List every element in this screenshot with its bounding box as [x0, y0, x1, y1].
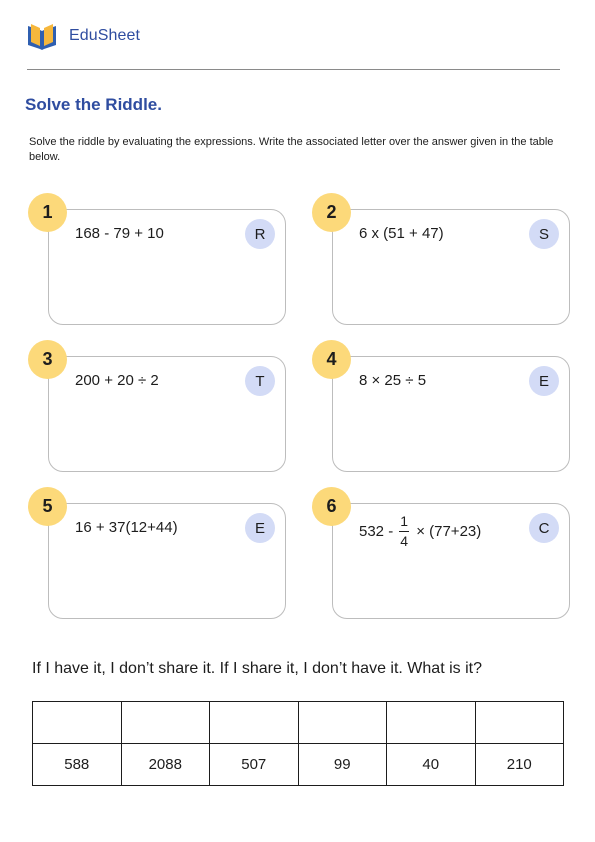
expression-suffix: × (77+23): [416, 523, 482, 540]
letter-cell[interactable]: [475, 702, 564, 744]
problem-letter-badge: E: [245, 513, 275, 543]
fraction-denominator: 4: [400, 533, 409, 549]
problem-number-badge: 5: [28, 487, 67, 526]
instructions: Solve the riddle by evaluating the expressions. Write the associated letter over the answer given in the table below.: [29, 136, 554, 163]
problem-expression: 16 + 37(12+44): [75, 519, 178, 536]
letter-cell[interactable]: [210, 702, 299, 744]
problem-letter-badge: C: [529, 513, 559, 543]
problem-expression: 6 x (51 + 47): [359, 225, 444, 242]
fraction-bar: [399, 531, 409, 532]
problem-expression: 200 + 20 ÷ 2: [75, 372, 159, 389]
letter-cell[interactable]: [387, 702, 476, 744]
fraction-numerator: 1: [400, 513, 409, 529]
answer-cell: 40: [387, 744, 476, 786]
problem-number-badge: 6: [312, 487, 351, 526]
answer-cell: 99: [298, 744, 387, 786]
answer-cell: 210: [475, 744, 564, 786]
answer-cell: 507: [210, 744, 299, 786]
worksheet-title: Solve the Riddle.: [25, 95, 162, 114]
brand-name: EduSheet: [69, 27, 141, 44]
fraction: [399, 514, 409, 549]
expression-prefix: 532 -: [359, 523, 394, 540]
problem-number-badge: 4: [312, 340, 351, 379]
problem-number-badge: 3: [28, 340, 67, 379]
letter-cell[interactable]: [33, 702, 122, 744]
answer-table: [32, 701, 564, 786]
answer-cell: 2088: [121, 744, 210, 786]
letter-cell[interactable]: [121, 702, 210, 744]
problem-letter-badge: E: [529, 366, 559, 396]
header-divider: [27, 69, 560, 70]
answer-cell: 588: [33, 744, 122, 786]
problem-number-badge: 2: [312, 193, 351, 232]
riddle-question: If I have it, I don’t share it. If I share it, I don’t have it. What is it?: [32, 660, 482, 677]
letter-row: [33, 702, 564, 744]
header: [27, 21, 140, 51]
problem-letter-badge: S: [529, 219, 559, 249]
open-book-icon: [27, 21, 57, 51]
letter-cell[interactable]: [298, 702, 387, 744]
problem-letter-badge: T: [245, 366, 275, 396]
answer-row: [33, 744, 564, 786]
problem-expression: [359, 514, 481, 549]
problem-number-badge: 1: [28, 193, 67, 232]
problem-expression: 8 × 25 ÷ 5: [359, 372, 427, 389]
problem-letter-badge: R: [245, 219, 275, 249]
problem-expression: 168 - 79 + 10: [75, 225, 164, 242]
